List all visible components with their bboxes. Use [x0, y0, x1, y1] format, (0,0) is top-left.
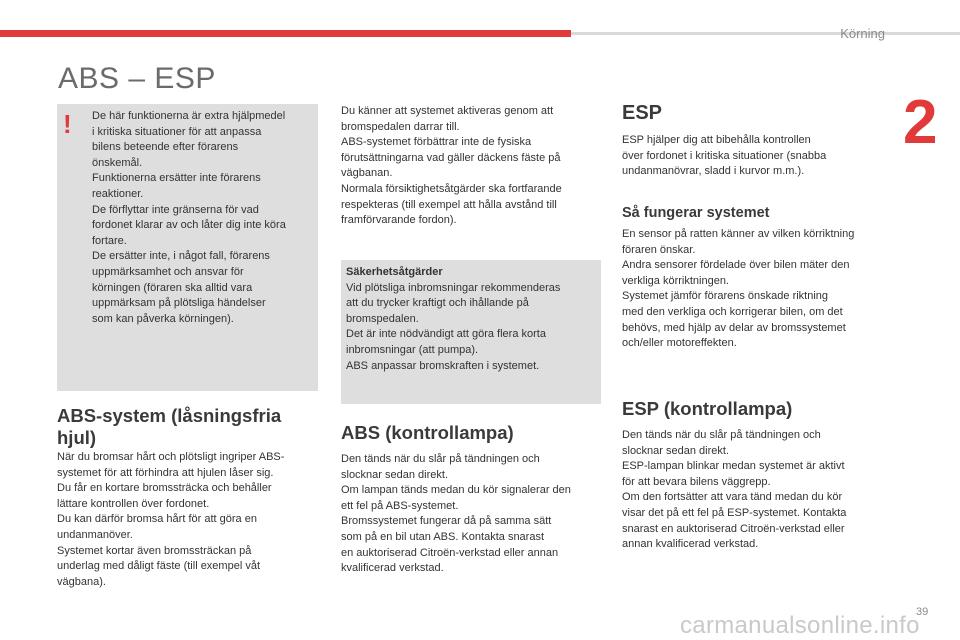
text-line: ABS anpassar bromskraften i systemet. — [346, 359, 540, 372]
text-line: körningen (föraren ska alltid vara — [92, 281, 253, 294]
text-line: framförvarande fordon). — [341, 214, 457, 227]
text-line: önskemål. — [92, 156, 143, 169]
abs-lamp-heading-wrap — [341, 422, 603, 444]
safety-heading: Säkerhetsåtgärder — [346, 266, 443, 278]
text-line: en auktoriserad Citroën-verkstad eller annan — [341, 546, 559, 559]
text-line: ABS-systemet förbättrar inte de fysiska — [341, 136, 532, 149]
text-line: inbromsningar (att pumpa). — [346, 343, 479, 356]
heading-line: hjul) — [57, 427, 97, 448]
text-line: behövs, med hjälp av delar av bromssystemet — [622, 321, 846, 334]
abs-system-heading — [57, 405, 317, 449]
how-it-works-heading: Så fungerar systemet — [622, 205, 770, 221]
text-line: undanmanövrar, sladd i kurvor m.m.). — [622, 165, 805, 178]
text-line: med den verkliga och korrigerar bilen, om det — [622, 305, 843, 318]
text-line: Om lampan tänds medan du kör signalerar den — [341, 484, 571, 497]
heading-line: ABS-system (låsningsfria — [57, 405, 282, 426]
text-line: slocknar sedan direkt. — [341, 468, 448, 481]
text-line: fordonet klarar av och låter dig inte köra — [92, 219, 286, 232]
abs-lamp-heading: ABS (kontrollampa) — [341, 422, 514, 443]
text-line: och/eller motoreffekten. — [622, 337, 737, 350]
header-rule — [571, 32, 960, 35]
esp-lamp-text — [622, 428, 892, 553]
text-line: ESP-lampan blinkar medan systemet är aktivt — [622, 460, 845, 473]
text-line: föraren önskar. — [622, 243, 696, 256]
abs-system-text — [57, 450, 319, 590]
page-title: ABS – ESP — [58, 62, 216, 95]
text-line: Funktionerna ersätter inte förarens — [92, 172, 261, 185]
text-line: Normala försiktighetsåtgärder ska fortfarande — [341, 182, 562, 195]
esp-heading: ESP — [622, 102, 663, 124]
text-line: vägbanan. — [341, 167, 393, 180]
text-line: Den tänds när du slår på tändningen och — [622, 429, 821, 441]
page-number: 39 — [916, 606, 929, 618]
text-line: Andra sensorer fördelade över bilen mäter den — [622, 259, 850, 272]
safety-text — [346, 265, 596, 374]
text-line: Du får en kortare bromssträcka och behåller — [57, 482, 272, 495]
text-line: ESP hjälper dig att bibehålla kontrollen — [622, 134, 811, 146]
text-line: Den tänds när du slår på tändningen och — [341, 453, 540, 465]
exclamation-icon: ! — [63, 109, 72, 139]
header-accent-bar — [0, 30, 571, 37]
text-line: verkliga körriktningen. — [622, 274, 729, 287]
text-line: underlag med dåligt fäste (till exempel våt — [57, 560, 260, 573]
text-line: visar det på ett fel på ESP-systemet. Kontakta — [622, 506, 847, 519]
text-line: som på en bil utan ABS. Kontakta snarast — [341, 530, 545, 543]
text-line: undanmanöver. — [57, 528, 133, 541]
chapter-number: 2 — [903, 88, 938, 157]
text-line: Om den fortsätter att vara tänd medan du kör — [622, 491, 843, 504]
text-line: ett fel på ABS-systemet. — [341, 499, 459, 512]
text-line: snarast en auktoriserad Citroën-verkstad eller — [622, 522, 845, 535]
text-line: kvalificerad verkstad. — [341, 562, 444, 575]
text-line: bilens beteende efter förarens — [92, 141, 239, 154]
esp-text — [622, 133, 892, 180]
text-line: uppmärksam på plötsliga händelser — [92, 297, 266, 310]
esp-lamp-heading: ESP (kontrollampa) — [622, 398, 793, 419]
text-line: bromspedalen. — [346, 312, 419, 325]
text-line: bromspedalen darrar till. — [341, 120, 460, 133]
text-line: Bromssystemet fungerar då på samma sätt — [341, 515, 552, 528]
text-line: De förflyttar inte gränserna för vad — [92, 203, 259, 216]
text-line: annan kvalificerad verkstad. — [622, 538, 759, 551]
esp-heading-wrap — [622, 102, 892, 124]
text-line: Du kan därför bromsa hårt för att göra en — [57, 513, 257, 526]
text-line: En sensor på ratten känner av vilken körriktning — [622, 228, 855, 240]
abs-feedback-text — [341, 104, 603, 229]
text-line: Systemet jämför förarens önskade riktning — [622, 290, 829, 303]
text-line: att du trycker kraftigt och ihållande på — [346, 297, 529, 310]
text-line: Systemet kortar även bromssträckan på — [57, 544, 252, 557]
text-line: systemet för att förhindra att hjulen låser sig. — [57, 466, 274, 479]
text-line: Vid plötsliga inbromsningar rekommenderas — [346, 281, 561, 294]
text-line: De här funktionerna är extra hjälpmedel — [92, 110, 286, 122]
abs-lamp-text — [341, 452, 603, 577]
text-line: När du bromsar hårt och plötsligt ingriper ABS- — [57, 451, 285, 463]
text-line: respekteras (till exempel att hålla avstånd till — [341, 198, 557, 211]
text-line: lättare kontrollen över fordonet. — [57, 497, 210, 510]
section-label: Körning — [840, 26, 885, 41]
text-line: fortare. — [92, 234, 127, 247]
text-line: i kritiska situationer för att anpassa — [92, 125, 262, 138]
text-line: över fordonet i kritiska situationer (snabba — [622, 149, 827, 162]
esp-lamp-heading-wrap — [622, 398, 892, 420]
how-it-works-heading-wrap — [622, 204, 892, 222]
text-line: slocknar sedan direkt. — [622, 444, 729, 457]
text-line: för att bevara bilens väggrepp. — [622, 475, 771, 488]
watermark: carmanualsonline.info — [680, 612, 920, 639]
how-it-works-text — [622, 227, 892, 352]
text-line: som kan påverka körningen). — [92, 312, 234, 325]
warning-text — [92, 109, 314, 327]
text-line: De ersätter inte, i något fall, förarens — [92, 250, 270, 263]
text-line: uppmärksamhet och ansvar för — [92, 265, 244, 278]
text-line: vägbana). — [57, 575, 106, 588]
text-line: Det är inte nödvändigt att göra flera korta — [346, 328, 546, 341]
text-line: Du känner att systemet aktiveras genom att — [341, 105, 554, 117]
text-line: reaktioner. — [92, 187, 144, 200]
text-line: förutsättningarna vad gäller däckens fäste på — [341, 151, 561, 164]
